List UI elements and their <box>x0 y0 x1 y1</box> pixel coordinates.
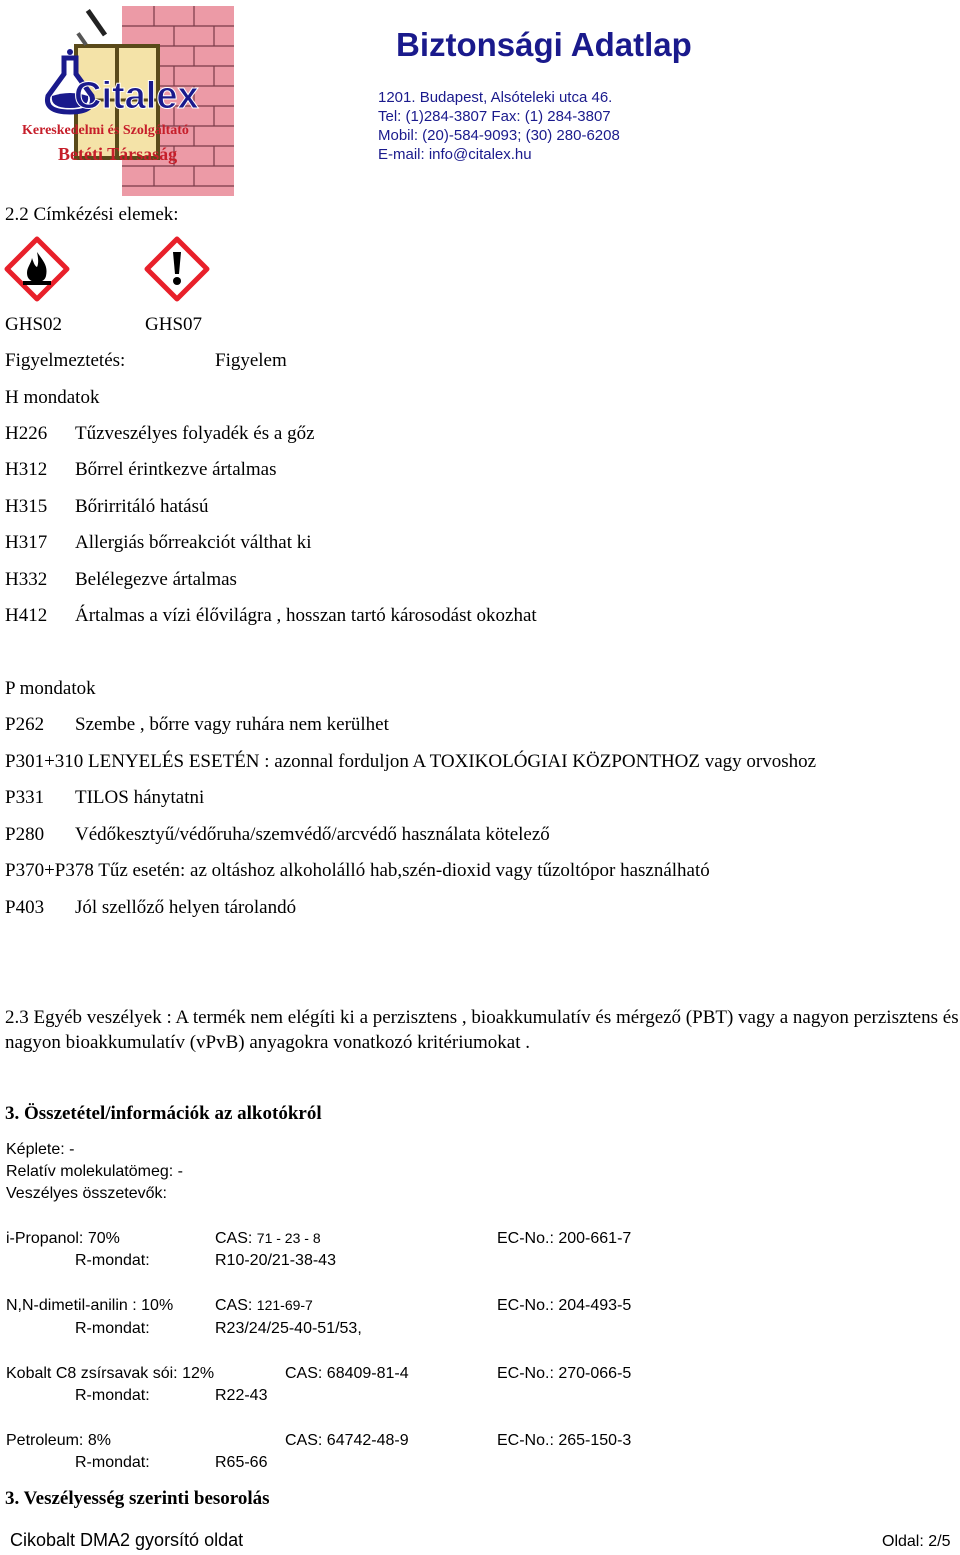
r-label: R-mondat: <box>75 1252 150 1269</box>
pictogram-code-ghs07: GHS07 <box>145 314 203 335</box>
labelling-heading: 2.2 Címkézési elemek: <box>5 204 179 225</box>
p-text: Szembe , bőrre vagy ruhára nem kerülhet <box>75 714 389 735</box>
component-name: Kobalt C8 zsírsavak sói: 12% <box>6 1365 215 1382</box>
component-r-phrases: R65-66 <box>215 1454 268 1471</box>
next-section-heading: 3. Veszélyesség szerinti besorolás <box>5 1488 270 1509</box>
company-mobile: Mobil: (20)-584-9093; (30) 280-6208 <box>378 127 620 144</box>
h-code: H412 <box>5 605 48 626</box>
document-title: Biztonsági Adatlap <box>396 26 692 63</box>
signal-word-label: Figyelmeztetés: <box>5 350 126 371</box>
logo-subtitle-2: Betéti Társaság <box>58 144 178 164</box>
signal-word-value: Figyelem <box>215 350 287 371</box>
component-ec: EC-No.: 270-066-5 <box>497 1365 632 1382</box>
p-text: Védőkesztyű/védőruha/szemvédő/arcvédő használata kötelező <box>75 824 550 845</box>
h-code: H315 <box>5 496 48 517</box>
h-text: Belélegezve ártalmas <box>75 569 237 590</box>
p-statements-heading: P mondatok <box>5 678 96 699</box>
h-statements-heading: H mondatok <box>5 387 100 408</box>
h-text: Ártalmas a vízi élővilágra , hosszan tartó károsodást okozhat <box>75 605 537 626</box>
h-code: H317 <box>5 532 48 553</box>
component-ec: EC-No.: 204-493-5 <box>497 1297 632 1314</box>
p-statement-line: P370+P378 Tűz esetén: az oltáshoz alkoholálló hab,szén-dioxid vagy tűzoltópor használható <box>5 860 710 881</box>
component-r-phrases: R22-43 <box>215 1387 268 1404</box>
p-code: P262 <box>5 714 45 735</box>
component-ec: EC-No.: 265-150-3 <box>497 1432 632 1449</box>
component-r-phrases: R10-20/21-38-43 <box>215 1252 336 1269</box>
flame-icon <box>4 236 70 302</box>
h-text: Bőrrel érintkezve ártalmas <box>75 459 277 480</box>
pictogram-code-ghs02: GHS02 <box>5 314 63 335</box>
component-ec: EC-No.: 200-661-7 <box>497 1230 632 1247</box>
component-name: N,N-dimetil-anilin : 10% <box>6 1297 174 1314</box>
company-email: E-mail: info@citalex.hu <box>378 146 532 163</box>
formula-line: Képlete: - <box>6 1141 75 1158</box>
p-code: P280 <box>5 824 45 845</box>
h-text: Allergiás bőrreakciót válthat ki <box>75 532 312 553</box>
component-cas: CAS: 68409-81-4 <box>285 1365 409 1382</box>
h-code: H332 <box>5 569 48 590</box>
p-statement-line: P301+310 LENYELÉS ESETÉN : azonnal forduljon A TOXIKOLÓGIAI KÖZPONTHOZ vagy orvoshoz <box>5 751 817 772</box>
p-code: P331 <box>5 787 45 808</box>
components-label: Veszélyes összetevők: <box>6 1185 167 1202</box>
logo-text: Citalex <box>74 75 199 117</box>
other-hazards-paragraph: 2.3 Egyéb veszélyek : A termék nem elégíti ki a perzisztens , bioakkumulatív és mérgező (PBT) vagy a nagyon perzisztens és nagyon bioakkumulatív (vPvB) anyagokra vonatkozó kritériumokat . <box>5 1007 959 1053</box>
r-label: R-mondat: <box>75 1320 150 1337</box>
component-name: i-Propanol: 70% <box>6 1230 120 1247</box>
component-cas: CAS: 64742-48-9 <box>285 1432 409 1449</box>
footer-page-number: Oldal: 2/5 <box>882 1533 951 1550</box>
component-cas: CAS: 121-69-7 <box>215 1297 313 1314</box>
h-text: Tűzveszélyes folyadék és a gőz <box>75 423 315 444</box>
r-label: R-mondat: <box>75 1387 150 1404</box>
composition-heading: 3. Összetétel/információk az alkotókról <box>5 1103 322 1124</box>
exclamation-icon <box>144 236 210 302</box>
h-code: H312 <box>5 459 48 480</box>
component-name: Petroleum: 8% <box>6 1432 111 1449</box>
mol-weight-line: Relatív molekulatömeg: - <box>6 1163 183 1180</box>
component-r-phrases: R23/24/25-40-51/53, <box>215 1320 362 1337</box>
component-cas: CAS: 71 - 23 - 8 <box>215 1230 321 1247</box>
p-text: TILOS hánytatni <box>75 787 205 808</box>
h-code: H226 <box>5 423 48 444</box>
h-text: Bőrirritáló hatású <box>75 496 209 517</box>
logo-subtitle-1: Kereskedelmi és Szolgáltató <box>22 123 189 138</box>
company-address: 1201. Budapest, Alsóteleki utca 46. <box>378 89 613 106</box>
r-label: R-mondat: <box>75 1454 150 1471</box>
footer-product-name: Cikobalt DMA2 gyorsító oldat <box>10 1530 244 1550</box>
p-text: Jól szellőző helyen tárolandó <box>75 897 297 918</box>
company-phone: Tel: (1)284-3807 Fax: (1) 284-3807 <box>378 108 611 125</box>
p-code: P403 <box>5 897 45 918</box>
citalex-logo <box>4 0 256 198</box>
